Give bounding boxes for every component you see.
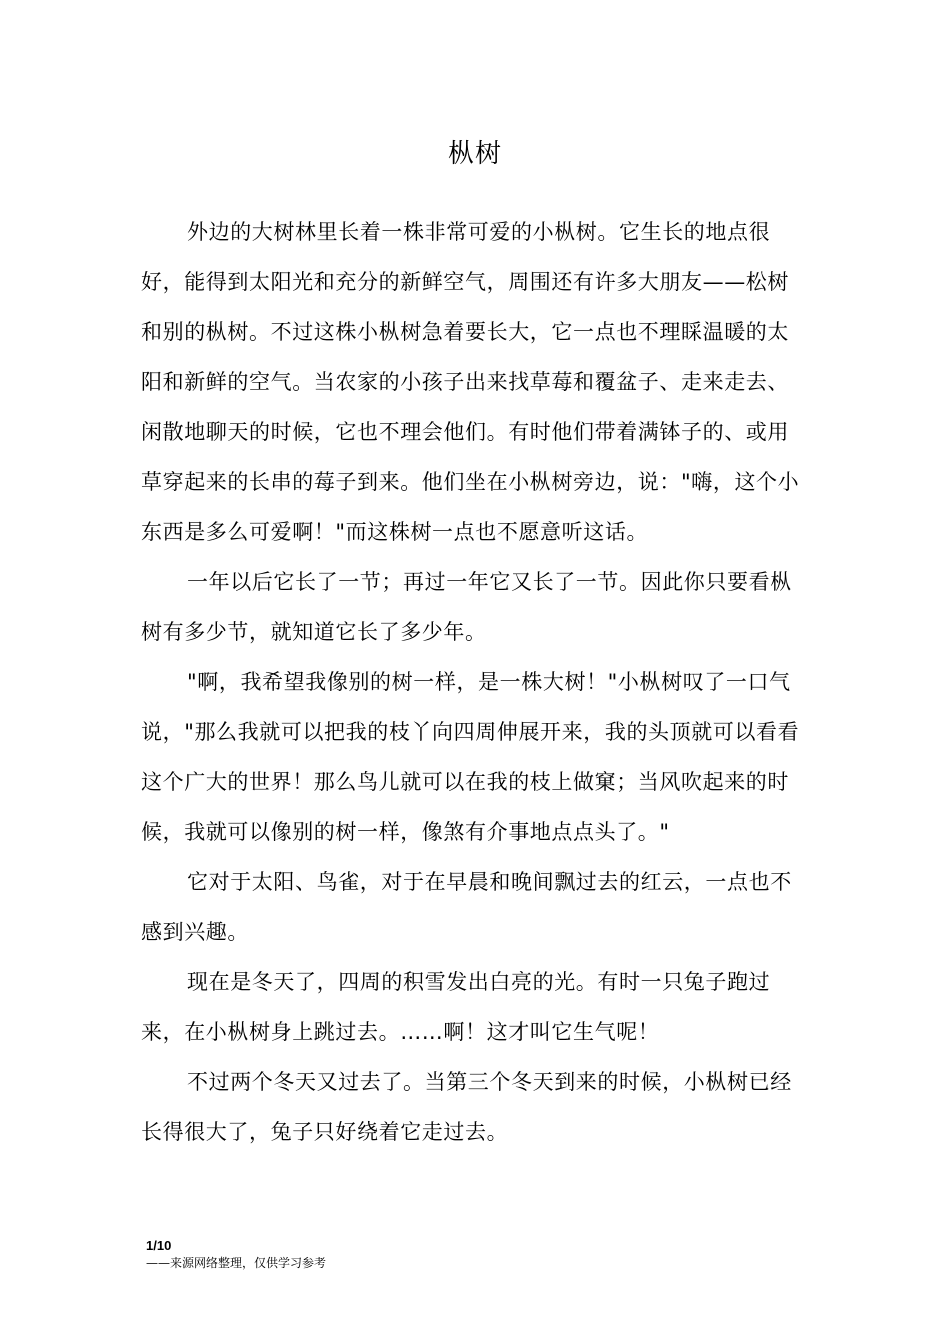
page-title: 枞树 — [447, 139, 502, 169]
source-note: ——来源网络整理，仅供学习参考 — [146, 1256, 327, 1270]
page-footer — [146, 1238, 326, 1272]
body-text — [141, 207, 801, 1157]
paragraph: 一年以后它长了一节；再过一年它又长了一节。因此你只要看枞树有多少节，就知道它长了多少年。 — [141, 570, 792, 644]
paragraph: 它对于太阳、鸟雀，对于在早晨和晚间飘过去的红云，一点也不感到兴趣。 — [141, 870, 792, 944]
page-number: 1/10 — [146, 1238, 172, 1253]
paragraph: 外边的大树林里长着一株非常可爱的小枞树。它生长的地点很好，能得到太阳光和充分的新鲜空气，周围还有许多大朋友——松树和别的枞树。不过这株小枞树急着要长大，它一点也不理睬温暖的太阳和新鲜的空气。当农家的小孩子出来找草莓和覆盆子、走来走去、闲散地聊天的时候，它也不理会他们。有时他们带着满钵子的、或用草穿起来的长串的莓子到来。他们坐在小枞树旁边，说："嗨，这个小东西是多么可爱啊！"而这株树一点也不愿意听这话。 — [141, 220, 800, 544]
paragraph: 不过两个冬天又过去了。当第三个冬天到来的时候，小枞树已经长得很大了，兔子只好绕着它走过去。 — [141, 1070, 792, 1144]
paragraph: "啊，我希望我像别的树一样，是一株大树！"小枞树叹了一口气说，"那么我就可以把我的枝丫向四周伸展开来，我的头顶就可以看看这个广大的世界！那么鸟儿就可以在我的枝上做窠；当风吹起来的时候，我就可以像别的树一样，像煞有介事地点点头了。" — [141, 670, 800, 844]
paragraph: 现在是冬天了，四周的积雪发出白亮的光。有时一只兔子跑过来，在小枞树身上跳过去。……啊！这才叫它生气呢！ — [141, 970, 771, 1044]
